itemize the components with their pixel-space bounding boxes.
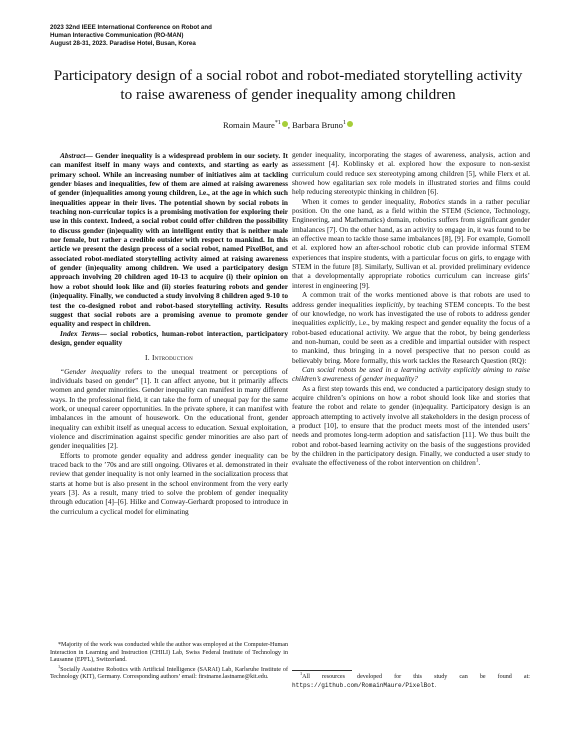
author-1-marks: *1 bbox=[274, 120, 281, 127]
paper-title bbox=[40, 66, 536, 104]
footnote-resources-text: All resources developed for this study can be found at: bbox=[302, 674, 530, 681]
intro-p6-end: . bbox=[478, 458, 481, 468]
abstract bbox=[50, 151, 288, 329]
conference-header bbox=[50, 24, 310, 48]
intro-p5-explicitly: explicitly bbox=[328, 318, 355, 328]
index-terms-dash: — bbox=[99, 328, 111, 338]
intro-p5-b: , by teaching STEM concepts. To the best of our knowledge, no work has investigated the use of robots to address gender inequalities bbox=[292, 299, 530, 328]
footnote-affiliation-1 bbox=[50, 663, 288, 682]
intro-p6-text: As a first step towards this end, we conducted a participatory design study to acquire children’s opinions on how a robot should look like and stories that feature the robot and relate to gender (in)equality. Participatory design is an approach attempting to actively involve all stakeholders in the design process of a product [10], to ensure that the product meets most of the intended users’ needs and promotes long-term adoption and satisfaction [11]. We thus built the robot and robot-based learning activity on the basis of the suggestions provided by the children in the participatory design. Finally, we conducted a user study to evaluate the effectiveness of the robot intervention on children bbox=[292, 383, 530, 468]
abstract-label: Abstract bbox=[60, 151, 86, 160]
left-column bbox=[50, 151, 288, 516]
index-terms-label: Index Terms bbox=[60, 328, 100, 338]
research-question-text: Can social robots be used in a learning activity explicitly aiming to raise children’s awareness of gender inequality? bbox=[292, 364, 530, 384]
intro-paragraph-1 bbox=[50, 367, 288, 451]
intro-quote-term: “Gender inequality bbox=[60, 366, 121, 376]
footnote-1-text: Socially Assistive Robotics with Artificial Intelligence (SARAI) Lab, Karlsruhe Institute of Technology (KIT), Germany. Corresponding authors’ email: firstname.lastname@kit.edu. bbox=[50, 666, 288, 681]
abstract-text: Gender inequality is a widespread problem in our society. It can manifest itself in many ways and contexts, and starting as early as primary school. While an increasing number of initiatives aim at tackling gender biases and inequalities, few of them are aimed at raising awareness of gender (in)equalities among young children, i.e., at the age in which such inequalities appear in their lives. The potential shown by social robots in teaching non-curricular topics is a promising motivation for exploring their use in this context. Indeed, a social robot could offer children the possibility to discuss gender (in)equality with an intelligent entity that is neither male nor female, but rather a credible outsider with respect to mankind. In this article we present the design process of a social robot, named PixelBot, and associated robot-mediated storytelling activity aimed at raising awareness of gender (in)equality among children. We used a participatory design approach involving 20 children aged 10-13 to acquire (i) their opinion on how a robot should look like and (ii) stories featuring robots and gender (in)equality. Finally, we conducted a study involving 8 children aged 9-10 to test the co-designed robot and robot-based storytelling activity. Results suggest that social robots are a promising avenue to promote gender equality and respect in children. bbox=[50, 151, 288, 329]
author-list bbox=[40, 120, 536, 130]
intro-paragraph-5 bbox=[292, 290, 530, 365]
author-1-name: Romain Maure bbox=[223, 120, 275, 130]
intro-p5-implicitly: implicitly bbox=[375, 299, 404, 309]
title-line-2: to raise awareness of gender inequality among children bbox=[120, 86, 456, 103]
conference-line-2: Human Interactive Communication (RO-MAN) bbox=[50, 32, 184, 39]
footnote-resources-url[interactable]: https://github.com/RomainMaure/PixelBot bbox=[292, 681, 435, 689]
index-terms bbox=[50, 329, 288, 348]
intro-p5-a: A common trait of the works mentioned above is that robots are used to address gender inequalities bbox=[292, 290, 530, 309]
abstract-dash: — bbox=[85, 151, 96, 160]
footnote-affiliation-star: *Majority of the work was conducted while the author was employed at the Computer-Human Interaction in Learning and Instruction (CHILI) Lab, Swiss Federal Institute of Technology in Lausanne (EPFL), Switzerland. bbox=[50, 642, 288, 664]
right-footnotes bbox=[292, 670, 530, 690]
intro-p6-mark: 1 bbox=[475, 457, 479, 464]
orcid-icon[interactable] bbox=[347, 121, 353, 127]
footnote-resources-mark: 1 bbox=[300, 671, 303, 676]
intro-paragraph-4 bbox=[292, 197, 530, 290]
intro-p4-b: stands in a rather peculiar position. On the one hand, as a field within the STEM (Science, Technology, Engineering, and Mathematics) domain, robotics suffers from significant gender imbalances [7]. On the other hand, as an activity to engage in, it was found to be an effective mean to tackle those same imbalances [8], [9]. For example, Gomoll et al. explored how an after-school robotic club can provide informal STEM experiences that inspire students, with a particular focus on girls, to engage with STEM in the future [8]. Similarly, Sullivan et al. provided preliminary evidence that a developmentally appropriate robotics curriculum can increase girls’ interest in engineering [9]. bbox=[292, 196, 530, 290]
intro-p5-c: , i.e., by making respect and gender equality the focus of a robot-based educational activity. We argue that the robot, by being genderless and non-human, could be seen as a credible and impartial outsider with respect to mankind, thus bringing in a novel perspective that no person could as believably bring. More formally, this work tackles the Research Question (RQ): bbox=[292, 318, 530, 365]
conference-line-1: 2023 32nd IEEE International Conference on Robot and bbox=[50, 24, 212, 31]
intro-paragraph-3: gender inequality, incorporating the stages of awareness, analysis, action and assessment [4]. Koblinsky et al. explored how the exposure to non-sexist curriculum could reduce sex stereotyping among children [5], while Flerx et al. showed how egalitarian sex role models in illustrated stories and films could help reducing stereotypic thinking in children [6]. bbox=[292, 150, 530, 197]
footnote-resources-end: . bbox=[434, 682, 437, 689]
footnote-resources bbox=[292, 671, 530, 690]
author-separator: , bbox=[287, 120, 293, 130]
author-2-name: Barbara Bruno bbox=[292, 120, 343, 130]
intro-paragraph-2: Efforts to promote gender equality and address gender inequality can be traced back to the ’70s and are still ongoing. Olivares et al. demonstrated in their review that gender inequality is not only learned in the socialization process that starts at home but is also present in the school environment from the very early years [3]. As a result, many tried to solve the problem of gender inequality through education [4]–[6]. Hilke and Conway-Gerhardt proposed to introduce in the curriculum a cyclical model for eliminating bbox=[50, 450, 288, 516]
intro-p1-text: refers to the unequal treatment or perceptions of individuals based on gender” [1]. It can affect anyone, but it primarily affects women and gender minorities. Gender inequality can manifest in many different ways. In the professional field, it can take the form of unequal pay for the same work, or unequal career opportunities. In the private sphere, it can manifest with imbalances in the amount of housework. On the educational front, gender inequality can exhibit itself as unequal access to education. Sexual exploitation, violence and discrimination against specific gender minorities are also part of gender inequalities [2]. bbox=[50, 366, 288, 451]
section-heading-introduction bbox=[50, 353, 288, 362]
left-footnotes bbox=[50, 642, 288, 684]
research-question bbox=[292, 365, 530, 384]
right-column bbox=[292, 150, 530, 468]
intro-p4-a: When it comes to gender inequality, bbox=[302, 196, 420, 206]
intro-p4-robotics: Robotics bbox=[419, 196, 445, 206]
section-title: Introduction bbox=[151, 353, 193, 363]
title-line-1: Participatory design of a social robot and robot-mediated storytelling activity bbox=[53, 67, 523, 84]
author-2-marks: 1 bbox=[342, 120, 346, 127]
section-numeral: I. bbox=[145, 353, 152, 363]
conference-line-3: August 28-31, 2023. Paradise Hotel, Busan, Korea bbox=[50, 40, 196, 47]
intro-paragraph-6 bbox=[292, 384, 530, 468]
index-terms-text: social robotics, human-robot interaction, participatory design, gender equality bbox=[50, 328, 288, 347]
footnote-1-mark: 1 bbox=[58, 663, 61, 669]
